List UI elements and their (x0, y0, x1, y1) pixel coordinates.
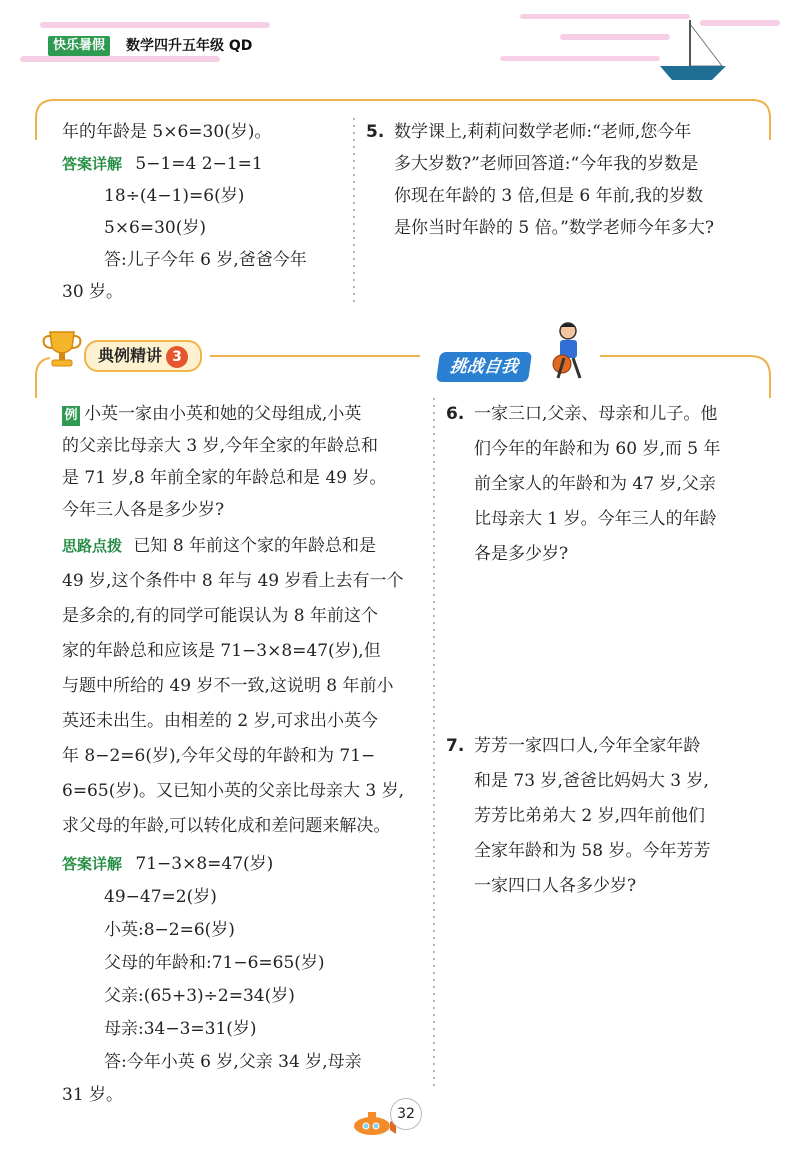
problem-text: 一家四口人各多少岁? (474, 876, 637, 896)
hint-text: 与题中所给的 49 岁不一致,这说明 8 年前小 (62, 676, 394, 696)
problem-text: 你现在年龄的 3 倍,但是 6 年前,我的岁数 (394, 186, 704, 206)
hint-text: 年 8−2=6(岁),今年父母的年龄和为 71− (62, 746, 376, 766)
answer-line: 父母的年龄和:71−6=65(岁) (104, 953, 325, 973)
problem-text: 芳芳比弟弟大 2 岁,四年前他们 (474, 806, 706, 826)
problem-text: 和是 73 岁,爸爸比妈妈大 3 岁, (474, 771, 709, 791)
example-text: 是 71 岁,8 年前全家的年龄总和是 49 岁。 (62, 468, 387, 488)
problem-text: 多大岁数?”老师回答道:“今年我的岁数是 (394, 154, 699, 174)
page-number: 32 (390, 1098, 422, 1130)
problem-number: 7. (446, 736, 465, 756)
example-text: 小英一家由小英和她的父母组成,小英 (84, 404, 362, 424)
answer-line: 答:今年小英 6 岁,父亲 34 岁,母亲 (104, 1052, 362, 1072)
series-tag: 快乐暑假 (48, 36, 110, 56)
answer-line: 49−47=2(岁) (104, 887, 217, 907)
answer-label: 答案详解 (62, 855, 123, 873)
basketball-player-icon (546, 320, 596, 382)
section-title-text: 典例精讲 (98, 346, 163, 365)
example-text: 的父亲比母亲大 3 岁,今年全家的年龄总和 (62, 436, 379, 456)
problem-text: 一家三口,父亲、母亲和儿子。他 (474, 404, 718, 424)
hint-text: 已知 8 年前这个家的年龄总和是 (133, 536, 377, 556)
hint-text: 是多余的,有的同学可能误认为 8 年前这个 (62, 606, 379, 626)
hint-text: 家的年龄总和应该是 71−3×8=47(岁),但 (62, 641, 381, 661)
answer-line: 18÷(4−1)=6(岁) (104, 186, 245, 206)
problem-text: 芳芳一家四口人,今年全家年龄 (474, 736, 701, 756)
hint-label: 思路点拨 (62, 537, 123, 555)
answer-line: 父亲:(65+3)÷2=34(岁) (104, 986, 295, 1006)
answer-line: 答:儿子今年 6 岁,爸爸今年 (104, 250, 307, 270)
answer-line: 母亲:34−3=31(岁) (104, 1019, 257, 1039)
problem-text: 是你当时年龄的 5 倍。”数学老师今年多大? (394, 218, 714, 238)
hint-text: 6=65(岁)。又已知小英的父亲比母亲大 3 岁, (62, 781, 404, 801)
answer-label: 答案详解 (62, 155, 123, 173)
challenge-badge: 挑战自我 (436, 352, 532, 382)
answer-line: 31 岁。 (62, 1085, 124, 1105)
problem-text: 们今年的年龄和为 60 岁,而 5 年 (474, 439, 721, 459)
hint-text: 英还未出生。由相差的 2 岁,可求出小英今 (62, 711, 379, 731)
problem-text: 全家年龄和为 58 岁。今年芳芳 (474, 841, 711, 861)
hint-text: 求父母的年龄,可以转化成和差问题来解决。 (62, 816, 391, 836)
answer-line: 5−1=4 2−1=1 (135, 154, 263, 174)
example-tag: 例 (62, 406, 80, 426)
answer-line: 71−3×8=47(岁) (135, 854, 274, 874)
section-title (84, 340, 202, 372)
problem-text: 各是多少岁? (474, 544, 569, 564)
example-text: 今年三人各是多少岁? (62, 500, 225, 520)
book-subtitle: 数学四升五年级 QD (126, 38, 253, 54)
problem-number: 6. (446, 404, 465, 424)
answer-line: 小英:8−2=6(岁) (104, 920, 235, 940)
trophy-icon (40, 328, 84, 372)
problem-text: 数学课上,莉莉问数学老师:“老师,您今年 (394, 122, 692, 142)
problem-number: 5. (366, 122, 385, 142)
problem-text: 前全家人的年龄和为 47 岁,父亲 (474, 474, 716, 494)
answer-line: 5×6=30(岁) (104, 218, 207, 238)
problem-text: 比母亲大 1 岁。今年三人的年龄 (474, 509, 717, 529)
hint-text: 49 岁,这个条件中 8 年与 49 岁看上去有一个 (62, 571, 404, 591)
section-number: 3 (166, 346, 188, 368)
answer-line: 30 岁。 (62, 282, 124, 302)
continued-text: 年的年龄是 5×6=30(岁)。 (62, 122, 272, 142)
